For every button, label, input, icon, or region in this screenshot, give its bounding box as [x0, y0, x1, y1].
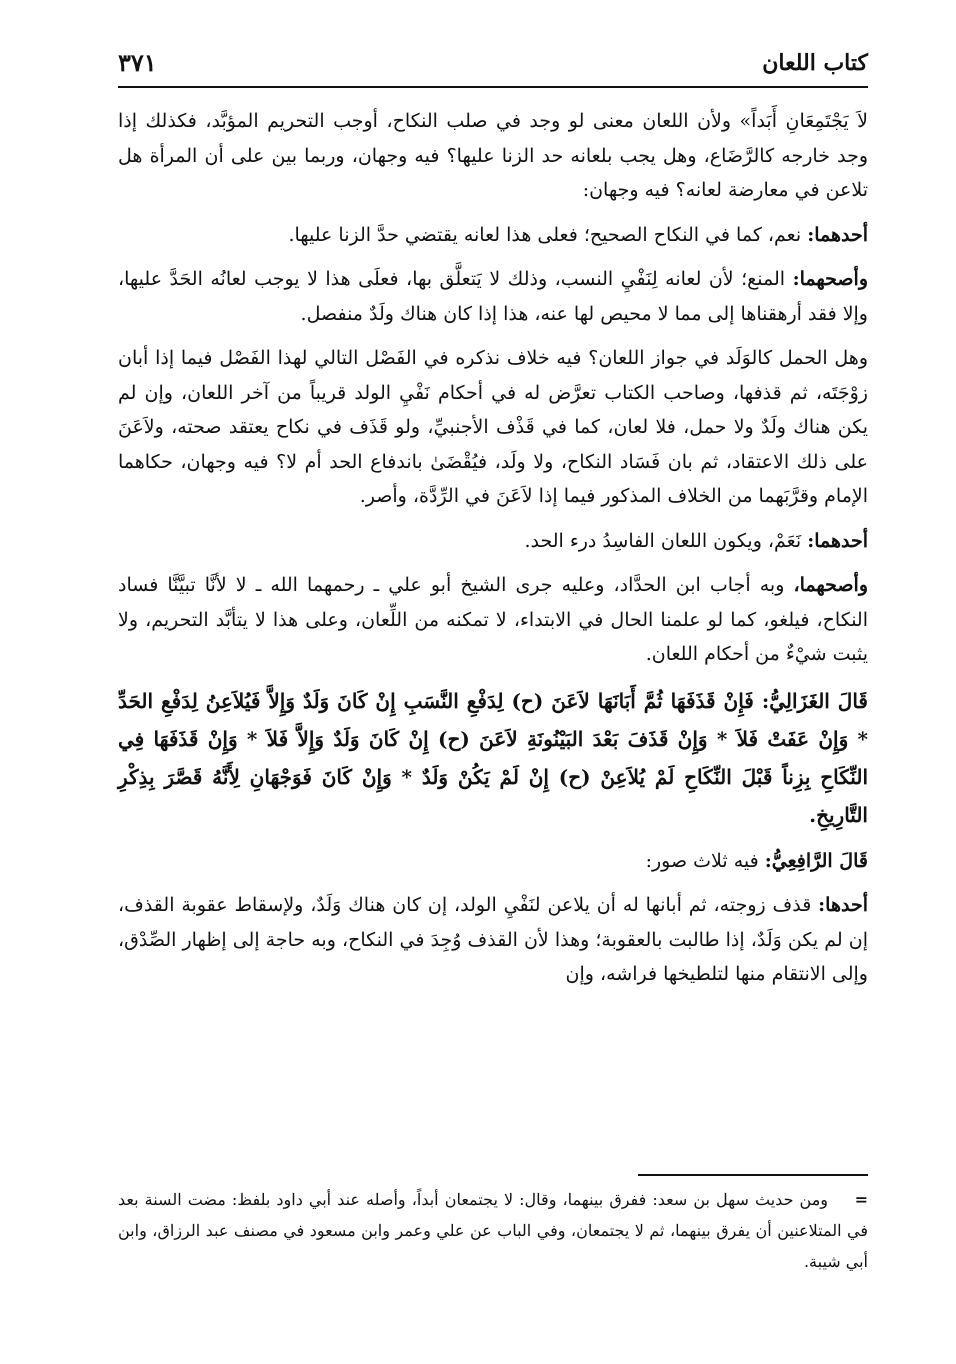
- paragraph-text: قذف زوجته، ثم أبانها له أن يلاعن لنَفْيِ الولد، إن كان هناك وَلَدٌ، ولإسقاط عقوبة القذف، إن لم يكن وَلَدٌ، إذا طالبت بالعقوبة؛ وهذا لأن القذف وُجِدَ في النكاح، وبه حاجة إلى إظهار الصِّدْق، وإلى الانتقام منها لتلطيخها فراشه، وإن: [118, 894, 868, 985]
- paragraph-7: [118, 682, 868, 834]
- main-text: [118, 104, 868, 1002]
- document-page: [118, 30, 868, 1350]
- paragraph-6: [118, 568, 868, 672]
- paragraph-5: [118, 524, 868, 559]
- paragraph-label: وأصحهما،: [793, 574, 868, 596]
- paragraph-label: أحدها:: [818, 894, 868, 916]
- paragraph-2: [118, 218, 868, 253]
- paragraph-text: نعم، كما في النكاح الصحيح؛ فعلى هذا لعانه يقتضي حدَّ الزنا عليها.: [288, 223, 802, 246]
- paragraph-label: أحدهما:: [807, 223, 868, 246]
- paragraph-9: [118, 888, 868, 992]
- paragraph-text: وبه أجاب ابن الحدَّاد، وعليه جرى الشيخ أبو علي ـ رحمهما الله ـ لا لأنَّا تبيَّنَّا فساد النكاح، فيلغو، كما لو علمنا الحال في الابتداء، لا تمكنه من اللِّعان، وعلى هذا لا يتأبَّد التحريم، ولا يثبت شيْءٌ من أحكام اللعان.: [118, 574, 868, 665]
- paragraph-text: المنع؛ لأن لعانه لِنَفْيِ النسب، وذلك لا يَتعلَّق بها، فعلَى هذا لا يوجب لعانُه الحَدَّ عليها، وإلا فقد أرهقناها إلى مما لا محيص لها عنه، هذا إذا كان هناك ولَدٌ منفصل.: [118, 268, 868, 325]
- paragraph-8: [118, 844, 868, 879]
- footnote-text: ومن حديث سهل بن سعد: ففرق بينهما، وقال: لا يجتمعان أبداً، وأصله عند أبي داود بلفظ: مضت السنة بعد في المتلاعنين أن يفرق بينهما، ثم لا يجتمعان، وفي الباب عن علي وعمر وابن مسعود في مصنف عبد الرزاق، وابن أبي شيبة.: [118, 1190, 868, 1271]
- page-number: ٣٧١: [118, 48, 157, 77]
- paragraph-4: وهل الحمل كالوَلَد في جواز اللعان؟ فيه خلاف نذكره في الفَصْل التالي لهذا الفَصْل فيما إذا أبان زوْجَتَه، ثم قذفها، وصاحب الكتاب تعرَّض له في أحكام نَفْيِ الولد قريباً من آخر اللعان، وإن لم يكن هناك ولَدٌ ولا حمل، فلا لعان، كما في قَذْف الأجنبيِّ، ولو قَذَف في نكاح يعتقد صحته، ولاَعَنَ على ذلك الاعتقاد، ثم بان فَسَاد النكاح، ولا ولَد، فيُقْضَىٰ باندفاع الحد أم لا؟ فيه وجهان، حكاهما الإمام وقرَّبَهما من الخلاف المذكور فيما إذا لاَعَنَ في الرِّدَّة، وأصر.: [118, 347, 868, 507]
- paragraph-label: وأصحهما:: [792, 268, 869, 290]
- footnotes: [118, 1184, 868, 1277]
- paragraph-text: نَعَمْ، ويكون اللعان الفاسِدُ درء الحد.: [524, 529, 802, 552]
- page-header: [118, 46, 868, 88]
- footnote-divider: [638, 1174, 868, 1176]
- speaker-label: قَالَ الغَزَالِيُّ:: [761, 688, 868, 713]
- speaker-label: قَالَ الرَّافِعِيُّ:: [764, 849, 868, 872]
- quoted-text: فَإِنْ قَذَفَهَا ثُمَّ أَبَانَهَا لاَعَنَ (ح) لِدَفْعِ النَّسَبِ إِنْ كَانَ وَلَدٌ وَإِلاَّ فَيُلاَعِنُ لِدَفْعِ الحَدِّ * وَإِنْ عَفَتْ فَلاَ * وَإِنْ قَذَفَ بَعْدَ البَيْنُونَةِ لاَعَنَ (ح) إِنْ كَانَ وَلَدٌ وَإِلاَّ فَلاَ * وَإِنْ قَذَفَهَا فِي النِّكَاحِ بِزِناً قَبْلَ النِّكَاحِ لَمْ يُلاَعِنْ (ح) إِنْ لَمْ يَكُنْ وَلَدٌ * وَإِنْ كَانَ فَوَجْهَانِ لِأَنَّهُ قَصَّرَ بِذِكْرِ التَّارِيخِ.: [118, 688, 868, 827]
- book-title: كتاب اللعان: [762, 50, 868, 76]
- paragraph-label: أحدهما:: [807, 529, 868, 552]
- paragraph-text: فيه ثلاث صور:: [645, 849, 759, 872]
- footnote-marker: =: [854, 1190, 868, 1209]
- paragraph-1: لاَ يَجْتَمِعَانِ أَبَداً» ولأن اللعان معنى لو وجد في صلب النكاح، أوجب التحريم المؤبَّد، فكذلك إذا وجد خارجه كالرَّضَاع، وهل يجب بلعانه حد الزنا عليها؟ فيه وجهان، وربما بين على أن المرأة هل تلاعن في معارضة لعانه؟ فيه وجهان:: [118, 110, 868, 201]
- paragraph-3: [118, 262, 868, 331]
